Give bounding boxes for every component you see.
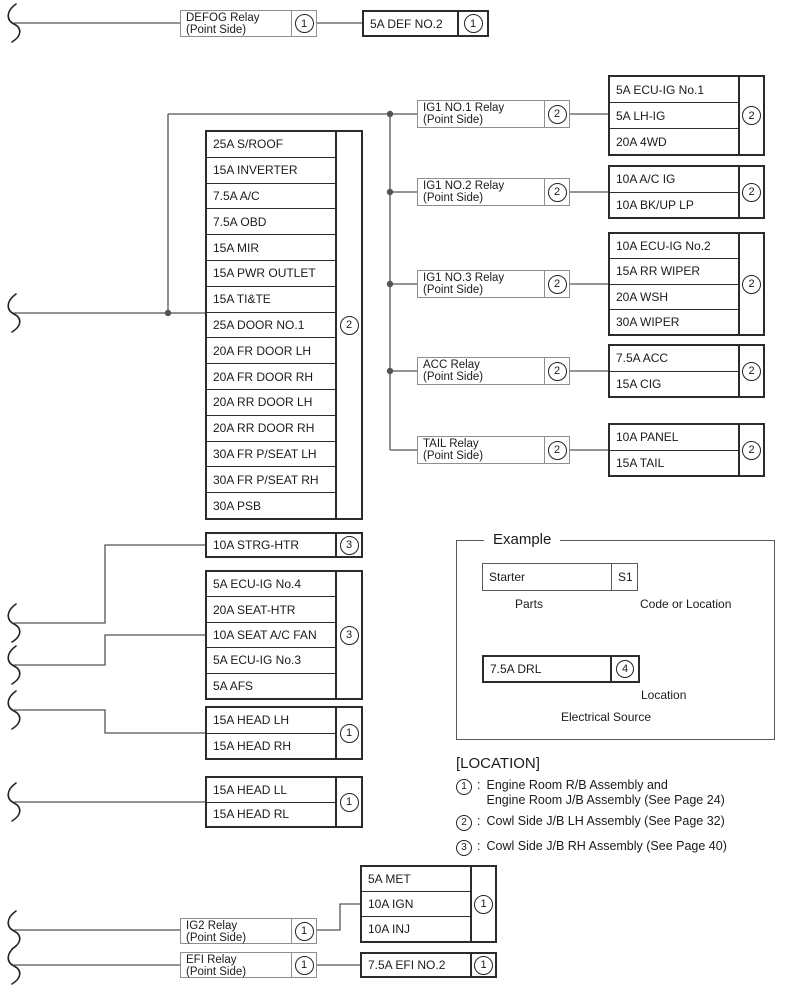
wire-break-icon	[8, 646, 20, 684]
legend-entry-3	[456, 839, 727, 856]
fuse-row: 20A FR DOOR LH	[207, 337, 335, 363]
location-number: 2	[340, 316, 359, 335]
legend-text: Engine Room R/B Assembly and Engine Room J/B Assembly (See Page 24)	[486, 778, 725, 807]
fuse-row: 10A STRG-HTR	[213, 538, 300, 552]
location-cell	[544, 101, 569, 127]
location-number: 3	[456, 840, 472, 856]
location-caption: Location	[641, 688, 687, 702]
relay-label	[418, 358, 544, 384]
fuse-row: 30A FR P/SEAT RH	[207, 466, 335, 492]
relay-name: IG1 NO.1 Relay	[423, 102, 505, 114]
location-number: 2	[742, 362, 761, 381]
wire-break-icon	[8, 4, 20, 42]
ecu-ig-fuse-group	[205, 570, 363, 700]
legend-entry-2	[456, 814, 725, 831]
fuse-rows	[610, 167, 738, 217]
fuse-row: 15A CIG	[610, 371, 738, 397]
relay-label	[418, 271, 544, 297]
fuse-rows	[610, 77, 738, 154]
relay-side: (Point Side)	[186, 24, 247, 36]
location-number: 2	[742, 441, 761, 460]
location-cell	[470, 867, 495, 941]
fuse-row: 10A SEAT A/C FAN	[207, 622, 335, 647]
fuse-row: 15A TI&TE	[207, 286, 335, 312]
location-number: 1	[295, 14, 314, 33]
fuse-row: 5A ECU-IG No.3	[207, 647, 335, 672]
location-number: 2	[742, 106, 761, 125]
head-ll-rl-fuse-group	[205, 776, 363, 828]
tail-fuse-group	[608, 423, 765, 477]
legend-text: Cowl Side J/B RH Assembly (See Page 40)	[486, 839, 727, 853]
location-cell	[544, 437, 569, 463]
fuse-row: 7.5A ACC	[616, 351, 669, 366]
fuse-row: 20A RR DOOR LH	[207, 389, 335, 415]
location-number: 1	[340, 724, 359, 743]
fuse-row: 25A S/ROOF	[213, 137, 284, 152]
relay-name: ACC Relay	[423, 359, 480, 371]
wire-break-icon	[8, 783, 20, 821]
location-number: 2	[548, 105, 567, 124]
ig1-no2-relay-box	[417, 178, 570, 206]
fuse-rows	[362, 954, 470, 976]
fuse-row: 15A HEAD LL	[213, 782, 288, 797]
ig1-no3-fuse-group	[608, 232, 765, 336]
fuse-rows	[207, 572, 335, 698]
location-number: 1	[474, 956, 493, 975]
example-title: Example	[484, 531, 560, 548]
strg-htr-fuse-box	[205, 532, 363, 558]
acc-relay-box	[417, 357, 570, 385]
legend-separator: :	[477, 778, 481, 792]
fuse-row: 7.5A OBD	[207, 208, 335, 234]
relay-label	[418, 437, 544, 463]
fuse-row: 20A SEAT-HTR	[207, 596, 335, 621]
fuse-row: 10A INJ	[362, 916, 470, 941]
wire-break-icon	[8, 294, 20, 332]
ig1-no2-fuse-group	[608, 165, 765, 219]
fuse-rows	[207, 132, 335, 518]
location-number: 2	[456, 815, 472, 831]
fuse-row: 10A ECU-IG No.2	[616, 239, 711, 254]
def-fuse-box	[362, 10, 489, 37]
relay-side: (Point Side)	[423, 284, 484, 296]
fuse-rows	[207, 778, 335, 826]
fuse-row: 15A PWR OUTLET	[207, 260, 335, 286]
relay-name: IG1 NO.3 Relay	[423, 272, 505, 284]
location-number: 1	[295, 922, 314, 941]
wire-break-icon	[8, 691, 20, 729]
parts-caption: Parts	[515, 597, 544, 611]
ig2-relay-box	[180, 918, 317, 944]
fuse-row: 20A WSH	[610, 284, 738, 309]
fuse-row: 20A RR DOOR RH	[207, 415, 335, 441]
location-cell	[335, 778, 361, 826]
location-number: 3	[340, 536, 359, 555]
legend-entry-1	[456, 778, 725, 808]
fuse-row: 10A PANEL	[616, 430, 679, 445]
example-part-name: Starter	[489, 570, 526, 584]
location-cell	[291, 11, 316, 36]
relay-label	[181, 11, 291, 36]
fuse-row: 5A LH-IG	[610, 102, 738, 128]
efi-relay-box	[180, 952, 317, 978]
location-number: 2	[548, 275, 567, 294]
location-number: 2	[548, 183, 567, 202]
wire-break-icon	[8, 946, 20, 984]
fuse-row: 15A TAIL	[610, 450, 738, 476]
fuse-row: 7.5A A/C	[207, 183, 335, 209]
relay-name: IG1 NO.2 Relay	[423, 180, 505, 192]
relay-label	[418, 101, 544, 127]
example-source-box	[482, 655, 640, 683]
location-number: 2	[742, 183, 761, 202]
location-number: 1	[295, 956, 314, 975]
location-number: 1	[340, 793, 359, 812]
fuse-row: 15A HEAD RL	[207, 802, 335, 827]
fuse-rows	[610, 346, 738, 396]
acc-fuse-group	[608, 344, 765, 398]
example-parts-box	[482, 563, 638, 591]
fuse-row: 15A INVERTER	[207, 157, 335, 183]
location-cell	[738, 346, 763, 396]
location-number: 1	[456, 779, 472, 795]
fuse-row: 5A AFS	[207, 673, 335, 698]
fuse-row: 7.5A EFI NO.2	[368, 958, 446, 972]
legend-text: Cowl Side J/B LH Assembly (See Page 32)	[486, 814, 725, 828]
relay-name: IG2 Relay	[186, 920, 238, 932]
fuse-row: 15A HEAD LH	[213, 713, 290, 728]
fuse-row: 15A MIR	[207, 234, 335, 260]
fuse-rows	[207, 708, 335, 758]
location-cell	[470, 954, 495, 976]
location-cell	[335, 708, 361, 758]
location-cell	[291, 953, 316, 977]
wire-break-icon	[8, 604, 20, 642]
fuse-row: 15A HEAD RH	[207, 733, 335, 759]
relay-label	[181, 919, 291, 943]
legend-separator: :	[477, 814, 481, 828]
ig1-no1-relay-box	[417, 100, 570, 128]
fuse-row: 30A PSB	[207, 492, 335, 518]
code-caption: Code or Location	[640, 597, 732, 611]
relay-name: DEFOG Relay	[186, 12, 260, 24]
ig1-no1-fuse-group	[608, 75, 765, 156]
location-cell	[291, 919, 316, 943]
fuse-row: 10A A/C IG	[616, 172, 676, 187]
fuse-rows	[362, 867, 470, 941]
location-heading: [LOCATION]	[456, 755, 540, 772]
location-cell	[457, 12, 487, 35]
fuse-rows	[610, 234, 738, 334]
fuse-row: 5A ECU-IG No.4	[213, 577, 302, 592]
relay-side: (Point Side)	[423, 371, 484, 383]
main-fuse-box	[205, 130, 363, 520]
location-number: 2	[548, 441, 567, 460]
location-cell	[738, 234, 763, 334]
example-code: S1	[611, 564, 637, 590]
efi-fuse-box	[360, 952, 497, 978]
location-number: 3	[340, 626, 359, 645]
location-cell	[335, 534, 361, 556]
head-lh-rh-fuse-group	[205, 706, 363, 760]
example-source-name: 7.5A DRL	[490, 662, 542, 676]
relay-side: (Point Side)	[186, 932, 247, 944]
fuse-row: 5A ECU-IG No.1	[616, 82, 705, 97]
relay-name: EFI Relay	[186, 954, 237, 966]
ig1-no3-relay-box	[417, 270, 570, 298]
fuse-row: 5A MET	[368, 872, 411, 886]
relay-side: (Point Side)	[423, 114, 484, 126]
location-number: 1	[474, 895, 493, 914]
fuse-row: 15A RR WIPER	[610, 258, 738, 283]
fuse-row: 30A WIPER	[610, 309, 738, 334]
wire-break-icon	[8, 911, 20, 949]
legend-separator: :	[477, 839, 481, 853]
location-cell	[544, 179, 569, 205]
fuse-row: 25A DOOR NO.1	[207, 312, 335, 338]
fuse-row: 5A DEF NO.2	[370, 16, 443, 31]
relay-side: (Point Side)	[423, 192, 484, 204]
location-number: 2	[548, 362, 567, 381]
relay-label	[418, 179, 544, 205]
relay-side: (Point Side)	[186, 966, 247, 978]
met-ign-inj-fuse-group	[360, 865, 497, 943]
relay-side: (Point Side)	[423, 450, 484, 462]
relay-label	[181, 953, 291, 977]
location-number: 2	[742, 275, 761, 294]
location-cell	[738, 77, 763, 154]
relay-name: TAIL Relay	[423, 438, 479, 450]
location-number: 1	[464, 14, 483, 33]
fuse-row: 10A IGN	[362, 891, 470, 916]
fuse-rows	[207, 534, 335, 556]
location-cell	[544, 271, 569, 297]
fuse-row: 30A FR P/SEAT LH	[207, 441, 335, 467]
defog-relay-box	[180, 10, 317, 37]
fuse-row: 10A BK/UP LP	[610, 192, 738, 218]
location-cell	[738, 167, 763, 217]
fuse-rows	[364, 12, 457, 35]
fuse-row: 20A FR DOOR RH	[207, 363, 335, 389]
tail-relay-box	[417, 436, 570, 464]
location-cell	[738, 425, 763, 475]
location-cell	[544, 358, 569, 384]
fuse-rows	[610, 425, 738, 475]
source-caption: Electrical Source	[561, 710, 652, 724]
location-cell	[335, 132, 361, 518]
location-cell	[335, 572, 361, 698]
fuse-row: 20A 4WD	[610, 128, 738, 154]
location-number: 4	[616, 660, 634, 678]
